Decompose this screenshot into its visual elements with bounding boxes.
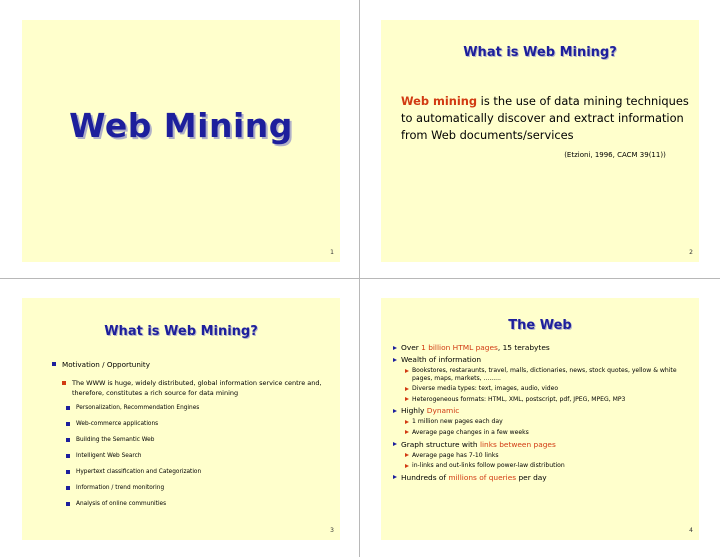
definition-body: is the use of data mining techniques to automatically discover and extract information from Web documents/services bbox=[401, 94, 689, 142]
list-item bbox=[393, 473, 697, 483]
slide-1 bbox=[22, 20, 340, 262]
list-item bbox=[62, 378, 332, 398]
list-item-text: Wealth of information bbox=[401, 355, 482, 364]
list-item-text: Bookstores, restaraunts, travel, malls, dictionaries, news, stock quotes, yellow & white pages, maps, markets, ......... bbox=[412, 367, 677, 382]
list-item-text: Average page has 7-10 links bbox=[412, 451, 499, 459]
sub-list-item bbox=[405, 462, 697, 470]
bullet-arrow-icon bbox=[393, 475, 397, 479]
definition-text bbox=[401, 93, 691, 144]
page-number: 1 bbox=[330, 249, 334, 256]
list-item bbox=[66, 420, 332, 428]
slide-title: What is Web Mining? bbox=[104, 324, 258, 339]
sub-list-item bbox=[405, 367, 697, 382]
bullet-square-icon bbox=[52, 362, 56, 366]
bullet-arrow-icon bbox=[405, 430, 409, 434]
sub-list-item bbox=[405, 418, 697, 426]
list-item-text: Over bbox=[401, 343, 422, 352]
slide-2 bbox=[381, 20, 699, 262]
list-item-text: Building the Semantic Web bbox=[76, 437, 155, 443]
list-item bbox=[52, 360, 332, 369]
bullet-square-icon bbox=[66, 470, 70, 474]
list-item bbox=[66, 468, 332, 476]
slide-4 bbox=[381, 298, 699, 540]
list-item-text: Graph structure with bbox=[401, 439, 480, 449]
bullet-square-icon bbox=[66, 438, 70, 442]
bullet-square-icon bbox=[66, 406, 70, 410]
list-item-text: , 15 terabytes bbox=[497, 343, 550, 352]
bullet-arrow-icon bbox=[393, 358, 397, 362]
definition-term: Web mining bbox=[401, 94, 478, 108]
bullet-square-icon bbox=[66, 422, 70, 426]
sub-list-item bbox=[405, 396, 697, 404]
list-item-text: Information / trend monitoring bbox=[76, 485, 165, 491]
highlight-text: millions of queries bbox=[448, 472, 517, 482]
bullet-list bbox=[52, 360, 332, 516]
list-item-text: Hypertext classification and Categorization bbox=[76, 469, 202, 475]
page-number: 4 bbox=[689, 527, 693, 534]
bullet-arrow-icon bbox=[393, 409, 397, 413]
bullet-square-icon bbox=[66, 502, 70, 506]
slide-3 bbox=[22, 298, 340, 540]
list-item-text: Personalization, Recommendation Engines bbox=[76, 405, 200, 411]
bullet-list bbox=[393, 343, 697, 485]
bullet-square-icon bbox=[66, 454, 70, 458]
slide-title: What is Web Mining? bbox=[463, 45, 617, 60]
highlight-text: Dynamic bbox=[426, 406, 460, 416]
sub-list-item bbox=[405, 385, 697, 393]
list-item bbox=[66, 452, 332, 460]
list-item bbox=[66, 484, 332, 492]
bullet-arrow-icon bbox=[405, 464, 409, 468]
citation: (Etzioni, 1996, CACM 39(11)) bbox=[564, 151, 666, 159]
list-item-text: Analysis of online communities bbox=[76, 501, 167, 507]
sub-list-item bbox=[405, 429, 697, 437]
list-item bbox=[393, 355, 697, 365]
page-divider-horizontal bbox=[0, 278, 720, 279]
list-item-text: Intelligent Web Search bbox=[76, 453, 142, 459]
bullet-arrow-icon bbox=[405, 387, 409, 391]
list-item-text: 1 million new pages each day bbox=[412, 418, 503, 426]
list-item bbox=[66, 436, 332, 444]
page-number: 2 bbox=[689, 249, 693, 256]
list-item-text: Heterogeneous formats: HTML, XML, postscript, pdf, JPEG, MPEG, MP3 bbox=[412, 395, 626, 403]
list-item bbox=[393, 343, 697, 353]
list-item bbox=[66, 500, 332, 508]
bullet-arrow-icon bbox=[405, 420, 409, 424]
list-item-text: The WWW is huge, widely distributed, global information service centre and, therefore, constitutes a rich source for data mining bbox=[72, 379, 322, 397]
highlight-text: 1 billion HTML pages bbox=[421, 343, 498, 352]
list-item-text: Highly bbox=[401, 406, 427, 416]
sub-list-item bbox=[405, 452, 697, 460]
highlight-text: links between pages bbox=[479, 439, 556, 449]
page-number: 3 bbox=[330, 527, 334, 534]
list-item-text: Hundreds of bbox=[401, 472, 449, 482]
slide-title: The Web bbox=[508, 318, 572, 333]
list-item bbox=[393, 406, 697, 416]
slide-title: Web Mining bbox=[69, 106, 293, 145]
list-item-text: Average page changes in a few weeks bbox=[412, 428, 529, 436]
bullet-arrow-icon bbox=[393, 346, 397, 350]
list-item bbox=[393, 440, 697, 450]
bullet-square-icon bbox=[62, 381, 66, 385]
bullet-arrow-icon bbox=[405, 397, 409, 401]
list-item-text: Motivation / Opportunity bbox=[62, 360, 150, 369]
bullet-square-icon bbox=[66, 486, 70, 490]
bullet-arrow-icon bbox=[393, 442, 397, 446]
list-item-text: in-links and out-links follow power-law distribution bbox=[412, 462, 565, 470]
list-item bbox=[66, 404, 332, 412]
list-item-text: per day bbox=[516, 472, 547, 482]
bullet-arrow-icon bbox=[405, 369, 409, 373]
list-item-text: Web-commerce applications bbox=[76, 421, 159, 427]
list-item-text: Diverse media types: text, images, audio, video bbox=[412, 385, 559, 393]
bullet-arrow-icon bbox=[405, 453, 409, 457]
